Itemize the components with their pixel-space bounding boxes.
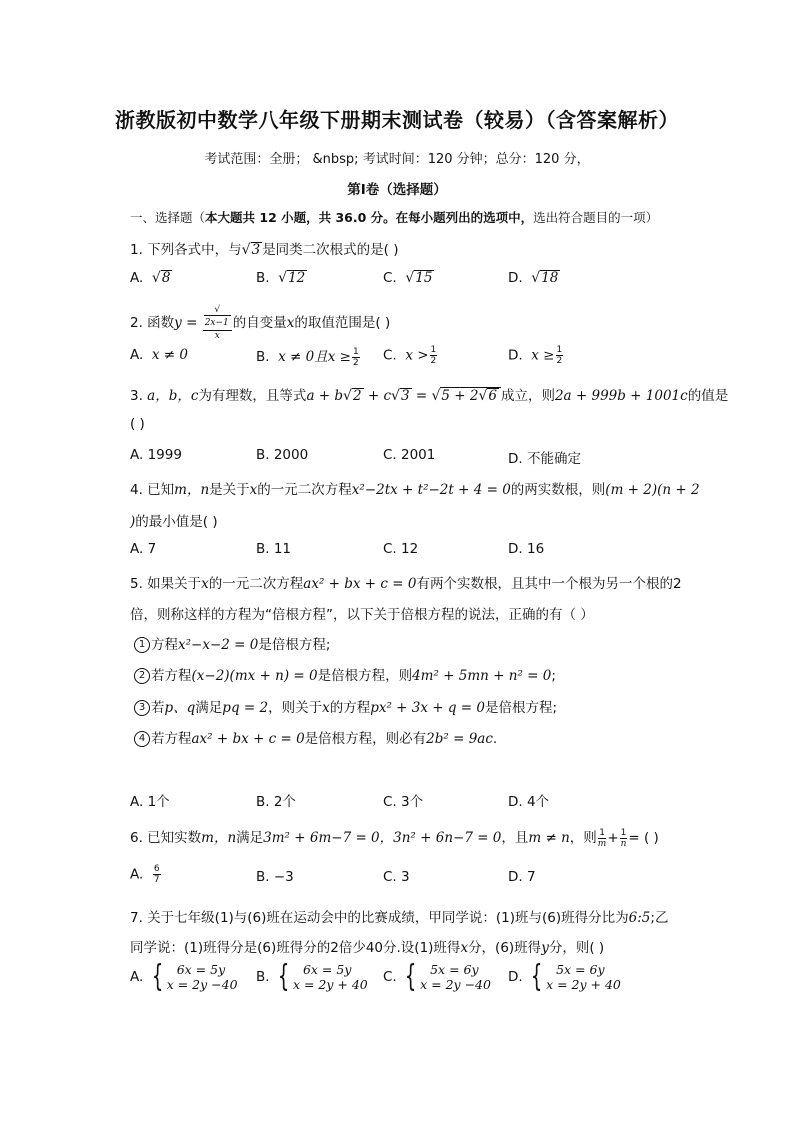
q1-stem-b: 是同类二次根式的是( ) <box>262 242 399 258</box>
q3-expr: 2a + 999b + 1001c <box>554 388 688 404</box>
question-7-stem <box>130 906 668 926</box>
radicand: 8 <box>161 270 171 286</box>
q7-text: 分，(6)班得 <box>468 940 542 956</box>
q3-option-d: D. 不能确定 <box>508 451 581 467</box>
option-label: A. <box>130 270 144 286</box>
variable: x <box>286 315 295 331</box>
sqrt-sign: √ <box>405 270 415 286</box>
q5-var: x <box>322 700 330 716</box>
q4-equation: x²−2tx + t²−2t + 4 = 0 <box>351 482 511 498</box>
sqrt-sign: √ <box>478 388 488 404</box>
fraction <box>153 864 161 885</box>
fraction <box>430 345 438 366</box>
q4-var: x <box>249 482 258 498</box>
denominator: 7 <box>153 875 160 885</box>
q4-option-b: B. 11 <box>256 541 292 557</box>
q3-vars: a，b，c <box>147 388 199 404</box>
q7-text: 同学说：(1)班得分是(6)班得分的2倍少40分.设(1)班得 <box>130 940 461 956</box>
fraction <box>203 305 232 341</box>
q6-text: = ( ) <box>628 830 659 846</box>
question-3-stem <box>130 384 728 404</box>
option-value: x ≠ 0 <box>151 347 188 363</box>
q7-var: y <box>541 940 549 956</box>
system-line-2: x = 2y + 40 <box>546 977 621 992</box>
q2-stem-b: 的自变量 <box>232 315 287 331</box>
option-label: C. <box>383 347 397 364</box>
radicand-part: 5 + 2 <box>441 388 479 404</box>
q1-stem-a: 1. 下列各式中，与 <box>130 242 242 258</box>
section-prefix: 一、选择题（ <box>130 210 206 225</box>
q2-stem-a: 2. 函数 <box>130 315 175 331</box>
circled-number: 4 <box>134 731 150 747</box>
q3-option-b: B. 2000 <box>256 447 309 463</box>
q2-option-a <box>130 347 188 363</box>
option-label: B. <box>256 349 270 365</box>
equation-system <box>546 962 621 992</box>
q3-number: 3. <box>130 388 148 404</box>
equation-system <box>167 962 238 992</box>
q1-option-b <box>256 270 307 286</box>
question-2-stem <box>130 305 390 341</box>
radicand: 15 <box>415 270 433 286</box>
option-label: B. <box>256 969 270 985</box>
left-brace: { <box>277 959 290 994</box>
q7-text: 分，则( ) <box>548 940 605 956</box>
option-label: D. <box>508 969 523 985</box>
question-4-stem-line2 <box>130 510 218 530</box>
sqrt-sign: √ <box>241 242 251 258</box>
q5-statement-1 <box>134 633 330 653</box>
question-5-stem <box>130 572 682 592</box>
q5-equation: ax² + bx + c = 0 <box>191 731 305 747</box>
q6-option-a <box>130 864 162 885</box>
denominator: n <box>620 838 627 849</box>
numerator: 1 <box>556 345 563 355</box>
system-line-2: x = 2y −40 <box>420 977 491 992</box>
radicand: 3 <box>400 388 410 404</box>
equation-system <box>420 962 491 992</box>
q5-vars: p、q <box>164 700 196 716</box>
option-label: D. <box>508 270 523 286</box>
q7-ratio: 6:5 <box>628 910 651 926</box>
denominator: 2 <box>430 356 437 366</box>
option-value: x > <box>405 347 429 364</box>
q3-text: 成立，则 <box>500 388 555 404</box>
option-label: A. <box>130 969 144 985</box>
plus-sign: + <box>607 830 619 846</box>
system-line-1: 5x = 6y <box>430 962 479 977</box>
fraction <box>620 828 628 849</box>
q6-option-b: B. −3 <box>256 869 294 885</box>
q5-text: 若方程 <box>151 668 192 684</box>
radicand: 2x−1 <box>204 315 231 330</box>
q5-equation: 4m² + 5mn + n² = 0 <box>412 668 552 684</box>
question-6-stem <box>130 826 659 849</box>
fraction <box>598 828 607 849</box>
document-title: 浙教版初中数学八年级下册期末测试卷（较易）（含答案解析） <box>115 108 679 132</box>
q4-text: 的两实数根，则 <box>510 482 606 498</box>
q1-option-a <box>130 270 172 286</box>
circled-number: 1 <box>134 637 150 653</box>
q6-text: 满足 <box>236 830 264 846</box>
q7-text: 7. 关于七年级(1)与(6)班在运动会中的比赛成绩，甲同学说：(1)班与(6)班得分比为 <box>130 910 629 926</box>
left-brace: { <box>530 959 543 994</box>
q4-text: 的最小值是( ) <box>135 514 218 530</box>
q5-equation: pq = 2 <box>222 700 269 716</box>
q4-expr-end: ) <box>130 514 136 530</box>
q1-option-d <box>508 270 560 286</box>
denominator: 2 <box>556 356 563 366</box>
q5-text: 的一元二次方程 <box>208 576 304 592</box>
numerator: 1 <box>620 827 627 838</box>
question-4-stem <box>130 478 700 498</box>
volume-heading: 第Ⅰ卷（选择题） <box>347 182 447 198</box>
sqrt-sign: √ <box>431 388 441 404</box>
q2-option-c <box>383 345 438 366</box>
option-value: x ≠ 0且x ≥ <box>278 349 351 365</box>
q6-vars: m，n <box>201 830 237 846</box>
numerator: √ 2x−1 <box>203 305 232 331</box>
q4-option-c: C. 12 <box>383 541 419 557</box>
q4-text: 的一元二次方程 <box>257 482 352 498</box>
sqrt-sign: √ <box>343 388 352 404</box>
q7-text: ;乙 <box>650 910 669 926</box>
option-label: D. <box>508 347 523 364</box>
q5-text: 方程 <box>151 637 178 653</box>
q3-option-c: C. 2001 <box>383 447 436 463</box>
q3-eq-part: + c <box>363 388 392 404</box>
q5-statement-3 <box>134 696 557 716</box>
option-label: C. <box>383 969 397 985</box>
question-1-stem <box>130 238 399 258</box>
q2-option-d <box>508 345 564 366</box>
q7-var: x <box>460 940 469 956</box>
option-label: C. <box>383 270 397 286</box>
question-5-stem-line2: 倍，则称这样的方程为“倍根方程”，以下关于倍根方程的说法，正确的有（ ） <box>130 607 594 623</box>
fraction <box>352 347 360 368</box>
q7-option-d <box>508 959 621 994</box>
exam-info: 考试范围：全册； &nbsp; 考试时间：120 分钟；总分：120 分， <box>204 152 590 167</box>
option-label: B. <box>256 270 270 286</box>
q6-text: 6. 已知实数 <box>130 830 202 846</box>
q4-expr: (m + 2)(n + 2 <box>605 482 700 498</box>
numerator: 1 <box>352 346 359 357</box>
q5-statement-4 <box>134 727 497 747</box>
q5-equation: (x−2)(mx + n) = 0 <box>191 668 318 684</box>
q2-option-b <box>256 345 361 368</box>
q6-condition: m ≠ n <box>528 830 570 846</box>
left-brace: { <box>404 959 417 994</box>
q5-text: . <box>492 731 498 747</box>
q5-text: 的方程 <box>329 700 371 716</box>
q5-text: 是倍根方程，则 <box>317 668 413 684</box>
function-name: y = <box>174 315 198 331</box>
radicand: 2 <box>352 388 362 404</box>
q6-option-c: C. 3 <box>383 869 410 885</box>
section-bold: 本大题共 12 小题，共 36.0 分。在每小题列出的选项中， <box>205 210 534 225</box>
q6-text: ，则 <box>569 830 597 846</box>
question-7-stem-line2 <box>130 936 604 956</box>
sqrt-sign: √ <box>531 270 541 286</box>
q3-answer-blank: ( ) <box>130 416 145 432</box>
q4-text: 4. 已知 <box>130 482 175 498</box>
q2-stem-c: 的取值范围是( ) <box>294 315 391 331</box>
q5-option-b: B. 2个 <box>256 794 296 810</box>
q4-option-a: A. 7 <box>130 541 157 557</box>
system-line-1: 6x = 5y <box>176 962 226 977</box>
system-line-2: x = 2y + 40 <box>292 977 368 992</box>
q5-text: 有两个实数根，且其中一个根为另一个根的2 <box>416 576 682 592</box>
q1-option-c <box>383 270 434 286</box>
q5-equation: ax² + bx + c = 0 <box>303 576 417 592</box>
left-brace: { <box>151 959 163 994</box>
circled-number: 2 <box>134 668 150 684</box>
radicand: 12 <box>288 270 306 286</box>
q3-text: 的值是 <box>687 388 729 404</box>
system-line-2: x = 2y −40 <box>166 977 238 992</box>
q5-var: x <box>201 576 209 592</box>
q3-eq-part: = <box>411 388 432 404</box>
option-label: A. <box>130 866 144 883</box>
q5-equation: 2b² = 9ac <box>426 731 493 747</box>
numerator: 1 <box>430 345 437 355</box>
section-suffix: 选出符合题目的一项） <box>533 210 659 225</box>
q4-text: 是关于 <box>209 482 250 498</box>
system-line-1: 5x = 6y <box>556 962 605 977</box>
q3-option-a: A. 1999 <box>130 447 182 463</box>
q5-option-d: D. 4个 <box>508 794 550 810</box>
q6-option-d: D. 7 <box>508 869 536 885</box>
q3-text: 为有理数，且等式 <box>198 388 307 404</box>
system-line-1: 6x = 5y <box>302 962 352 977</box>
q5-text: 满足 <box>195 700 223 716</box>
section-heading <box>130 208 658 226</box>
sqrt-sign: √ <box>391 388 400 404</box>
radicand <box>440 387 501 403</box>
circled-number: 3 <box>134 700 150 716</box>
numerator: 6 <box>153 864 160 874</box>
q5-text: 若方程 <box>151 731 192 747</box>
q7-option-c <box>383 959 491 994</box>
radicand: 6 <box>488 388 497 404</box>
q7-option-a <box>130 959 238 994</box>
q1-radicand: 3 <box>251 242 261 258</box>
q5-text: ; <box>551 668 556 684</box>
fraction <box>556 345 564 366</box>
sqrt-sign: √ <box>151 270 161 286</box>
option-label: A. <box>130 347 144 363</box>
denominator: m <box>597 838 607 849</box>
q5-text: ，则关于 <box>268 700 323 716</box>
equation-system <box>293 962 368 992</box>
q4-option-d: D. 16 <box>508 541 545 557</box>
q5-option-c: C. 3个 <box>383 794 424 810</box>
q5-equation: x²−x−2 = 0 <box>178 637 259 653</box>
q5-text: 是倍根方程; <box>258 637 331 653</box>
q5-text: 若 <box>151 700 165 716</box>
radicand: 18 <box>541 270 559 286</box>
option-value: x ≥ <box>531 347 555 364</box>
q5-option-a: A. 1个 <box>130 794 170 810</box>
q5-text: 5. 如果关于 <box>130 576 202 592</box>
q3-eq-part: a + b <box>306 388 344 404</box>
denominator: 2 <box>352 357 359 368</box>
q5-text: 是倍根方程; <box>485 700 558 716</box>
sqrt-sign: √ <box>278 270 288 286</box>
denominator: x <box>214 331 220 341</box>
q6-equation: 3m² + 6m−7 = 0，3n² + 6n−7 = 0 <box>263 830 502 846</box>
q5-equation: px² + 3x + q = 0 <box>370 700 485 716</box>
numerator: 1 <box>599 827 605 838</box>
q5-statement-2 <box>134 664 556 684</box>
q7-option-b <box>256 959 368 994</box>
q4-vars: m，n <box>174 482 210 498</box>
q5-text: 是倍根方程，则必有 <box>304 731 427 747</box>
q6-text: ，且 <box>501 830 529 846</box>
